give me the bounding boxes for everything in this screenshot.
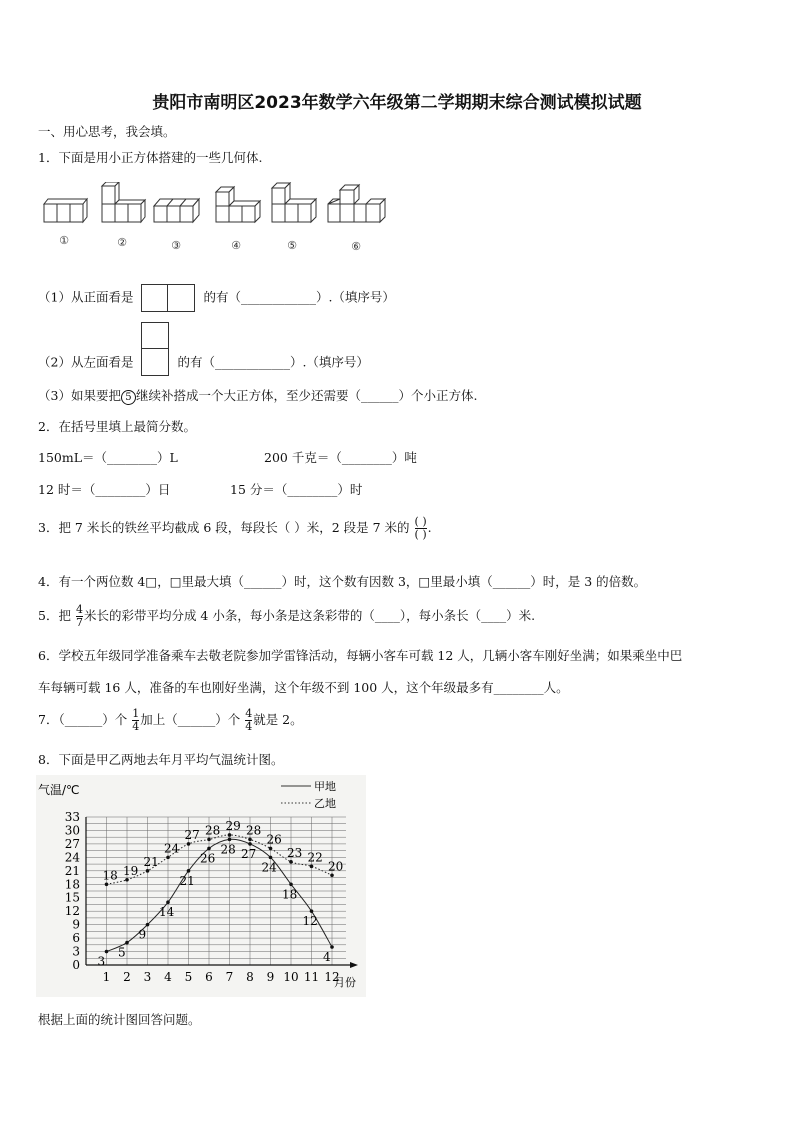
footer-instruction: 根据上面的统计图回答问题。 [38,1012,201,1027]
question-2-stem: 2．在括号里填上最简分数。 [38,419,196,434]
cube-figure-2 [102,182,145,222]
data-point [289,860,293,864]
data-point [207,847,211,851]
question-text: 3．把 7 米长的铁丝平均截成 6 段，每段长（ ）米，2 段是 7 米的 [38,520,410,535]
data-point [330,874,334,878]
temperature-line-chart [36,775,366,997]
data-label: 21 [179,873,195,888]
y-tick-label: 6 [72,931,80,946]
y-tick-label: 27 [64,836,80,851]
question-2-item: 200 千克＝（________）吨 [264,450,417,465]
data-label: 23 [287,845,303,860]
data-point [125,941,129,945]
question-1-part-3 [38,386,477,405]
data-point [146,869,150,873]
data-label: 29 [225,818,241,833]
x-tick-label: 8 [246,970,254,984]
part-text: 继续补搭成一个大正方体，至少还需要（______）个小正方体. [135,388,478,403]
fraction-numerator: ( ) [414,515,427,528]
data-label: 24 [164,841,180,856]
x-axis-label: 月份 [334,976,356,989]
data-point [166,856,170,860]
y-tick-label: 24 [64,850,80,865]
figure-label: ③ [171,239,181,252]
data-point [187,842,191,846]
data-label: 3 [97,954,106,969]
question-4: 4．有一个两位数 4□，□里最大填（______）时，这个数有因数 3，□里最小填（______）时，是 3 的倍数。 [38,574,647,589]
question-2-item: 15 分＝（________）时 [230,482,363,497]
y-axis-label: 气温/℃ [38,783,80,797]
data-label: 24 [261,860,277,875]
fraction-denominator: 4 [245,720,253,733]
fraction [76,604,83,629]
data-label: 9 [138,927,147,942]
y-tick-label: 30 [64,823,80,838]
question-2-item: 150mL＝（________）L [38,450,178,465]
x-tick-label: 6 [205,970,213,984]
question-text: 就是 2。 [253,712,303,727]
data-point [146,923,150,927]
x-tick-label: 7 [225,970,234,984]
fraction-denominator: 4 [132,720,140,733]
x-tick-label: 2 [123,970,131,984]
data-point [187,869,191,873]
x-tick-label: 9 [266,970,275,984]
figure-label: ⑥ [351,240,361,253]
question-text: 米长的彩带平均分成 4 小条，每小条是这条彩带的（____），每小条长（____）米. [83,608,536,623]
data-point [248,842,252,846]
data-point [269,847,273,851]
fraction-numerator: 4 [245,707,253,720]
question-8-stem: 8．下面是甲乙两地去年月平均气温统计图。 [38,752,284,767]
y-tick-label: 21 [64,863,80,878]
data-label: 20 [328,859,344,874]
data-label: 21 [143,854,159,869]
data-point [125,878,129,882]
data-label: 26 [266,832,282,847]
cube-figure-1 [44,199,87,222]
part-text: （1）从正面看是 [38,289,134,305]
data-point [207,838,211,842]
data-label: 26 [200,851,216,866]
data-point [310,909,314,913]
figure-label: ④ [231,239,241,252]
question-1-part-1 [38,284,395,312]
data-label: 4 [323,950,331,965]
data-label: 14 [159,905,175,920]
fraction-denominator: 7 [75,616,83,629]
data-point [289,882,293,886]
question-7 [38,708,303,733]
question-1-part-2 [38,336,369,390]
question-6-line-1: 6．学校五年级同学准备乘车去敬老院参加学雷锋活动，每辆小客车可载 12 人，几辆小客车刚好坐满；如果乘坐中巴 [38,648,683,663]
data-point [248,838,252,842]
part-text: 的有（____________）.（填序号） [177,354,369,370]
figure-label: ② [117,236,127,249]
left-view-shape [141,322,169,376]
y-tick-label: 9 [72,917,80,932]
question-text: 加上（______）个 [140,712,241,727]
front-view-shape [141,284,195,312]
x-tick-label: 1 [102,970,111,984]
data-label: 28 [246,823,262,838]
data-point [105,882,109,886]
cube-figure-4 [216,187,260,222]
fraction [132,708,139,733]
question-6-line-2: 车每辆可载 16 人，准备的车也刚好坐满，这个年级不到 100 人，这个年级最多有________人。 [38,680,569,695]
x-tick-label: 3 [143,970,152,984]
question-text: 7．（______）个 [38,712,128,727]
part-text: （2）从左面看是 [38,354,134,370]
data-label: 18 [102,868,118,883]
data-label: 27 [241,846,257,861]
question-5 [38,604,535,629]
cube-figure-3 [154,199,199,222]
x-tick-label: 12 [324,970,340,984]
y-tick-label: 12 [64,904,80,919]
legend-label: 甲地 [314,780,336,793]
x-tick-label: 10 [283,970,299,984]
data-point [166,900,170,904]
y-tick-label: 33 [64,810,80,824]
y-tick-label: 0 [72,958,80,972]
data-label: 28 [220,842,236,857]
data-label: 5 [118,945,126,960]
part-text: 的有（____________）.（填序号） [203,289,395,305]
question-3 [38,516,432,541]
cube-figure-5 [272,183,316,222]
section-heading: 一、用心思考，我会填。 [38,124,176,139]
question-2-item: 12 时＝（________）日 [38,482,171,497]
fraction [245,708,252,733]
data-point [330,945,334,949]
cube-figures [40,182,400,262]
data-point [310,865,314,869]
x-tick-label: 5 [184,970,193,984]
data-label: 28 [205,823,221,838]
y-tick-label: 15 [64,890,80,905]
page-title: 贵阳市南明区2023年数学六年级第二学期期末综合测试模拟试题 [152,93,642,113]
question-text: 5．把 [38,608,71,623]
circled-number: 5 [121,390,136,405]
fraction-denominator: ( ) [414,528,427,541]
data-label: 27 [184,827,200,842]
data-point [269,856,273,860]
legend-label: 乙地 [314,797,336,810]
y-tick-label: 3 [72,944,80,959]
data-label: 22 [307,850,323,865]
data-point [228,838,232,842]
cube-figure-6 [328,185,385,222]
y-tick-label: 18 [64,877,80,892]
question-1-stem: 1．下面是用小正方体搭建的一些几何体. [38,150,263,165]
data-label: 12 [302,914,318,929]
question-text: . [427,520,432,535]
figure-label: ⑤ [287,239,297,252]
fraction [415,516,427,541]
figure-label: ① [59,234,69,247]
x-tick-label: 11 [303,970,320,984]
data-label: 18 [282,887,298,902]
fraction-numerator: 1 [132,707,140,720]
fraction-numerator: 4 [75,603,83,616]
data-point [105,950,109,954]
part-text: （3）如果要把 [38,388,121,403]
data-label: 19 [123,863,139,878]
x-tick-label: 4 [164,970,172,984]
data-point [228,833,232,837]
